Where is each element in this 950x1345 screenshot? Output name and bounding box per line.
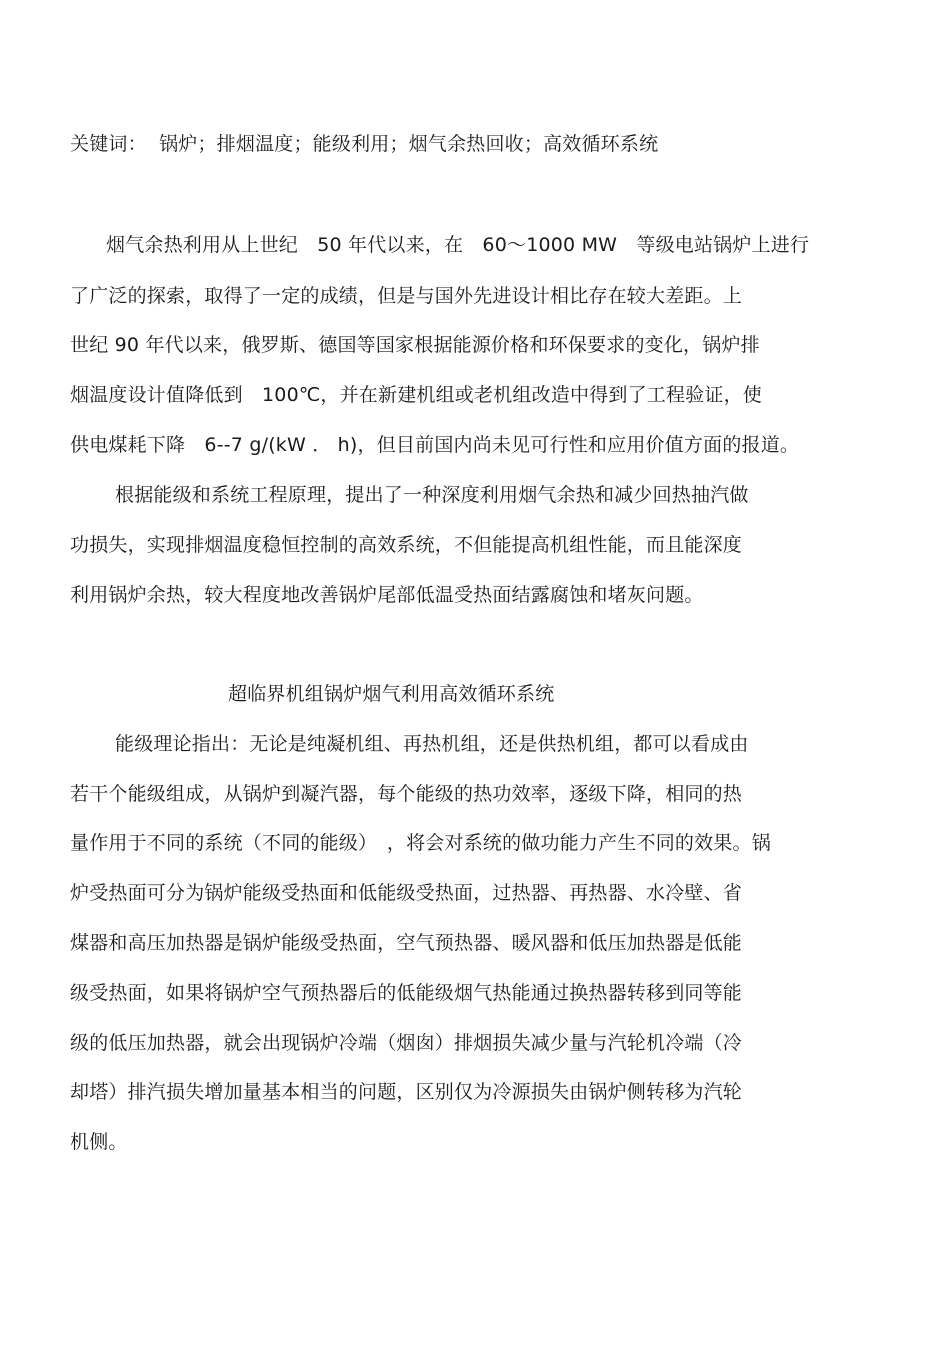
paragraph-line: 世纪 90 年代以来，俄罗斯、德国等国家根据能源价格和环保要求的变化，锅炉排 (70, 334, 760, 356)
paragraph-line: 级受热面，如果将锅炉空气预热器后的低能级烟气热能通过换热器转移到同等能 (70, 982, 743, 1004)
keywords-text: 锅炉；排烟温度；能级利用；烟气余热回收；高效循环系统 (159, 133, 659, 155)
section-title: 超临界机组锅炉烟气利用高效循环系统 (228, 683, 555, 705)
paragraph-line: 炉受热面可分为锅炉能级受热面和低能级受热面，过热器、再热器、水冷壁、省 (70, 882, 743, 904)
paragraph-line: 根据能级和系统工程原理，提出了一种深度利用烟气余热和减少回热抽汽做 (115, 484, 749, 506)
paragraph-line: 若干个能级组成，从锅炉到凝汽器，每个能级的热功效率，逐级下降，相同的热 (70, 783, 743, 805)
paragraph-line: 级的低压加热器，就会出现锅炉冷端（烟囱）排烟损失减少量与汽轮机冷端（冷 (70, 1032, 743, 1054)
paragraph-line: 功损失，实现排烟温度稳恒控制的高效系统，不但能提高机组性能，而且能深度 (70, 534, 743, 556)
keywords-line (70, 132, 658, 156)
paragraph-line: 量作用于不同的系统（不同的能级） ，将会对系统的做功能力产生不同的效果。锅 (70, 832, 771, 854)
paragraph-line: 供电煤耗下降 6--7 g/(kW ． h)，但目前国内尚未见可行性和应用价值方面的报道。 (70, 434, 800, 456)
paragraph-line: 能级理论指出：无论是纯凝机组、再热机组，还是供热机组，都可以看成由 (115, 733, 749, 755)
paragraph-line: 机侧。 (70, 1131, 128, 1153)
paragraph-line: 烟温度设计值降低到 100℃，并在新建机组或老机组改造中得到了工程验证，使 (70, 384, 763, 406)
paragraph-line: 却塔）排汽损失增加量基本相当的问题，区别仅为冷源损失由锅炉侧转移为汽轮 (70, 1081, 743, 1103)
keywords-label: 关键词： (70, 133, 147, 155)
paragraph-line: 利用锅炉余热，较大程度地改善锅炉尾部低温受热面结露腐蚀和堵灰问题。 (70, 584, 704, 606)
paragraph-line: 煤器和高压加热器是锅炉能级受热面，空气预热器、暖风器和低压加热器是低能 (70, 932, 743, 954)
paragraph-line: 烟气余热利用从上世纪 50 年代以来，在 60～1000 MW 等级电站锅炉上进行 (106, 234, 810, 256)
paragraph-line: 了广泛的探索，取得了一定的成绩，但是与国外先进设计相比存在较大差距。上 (70, 285, 743, 307)
